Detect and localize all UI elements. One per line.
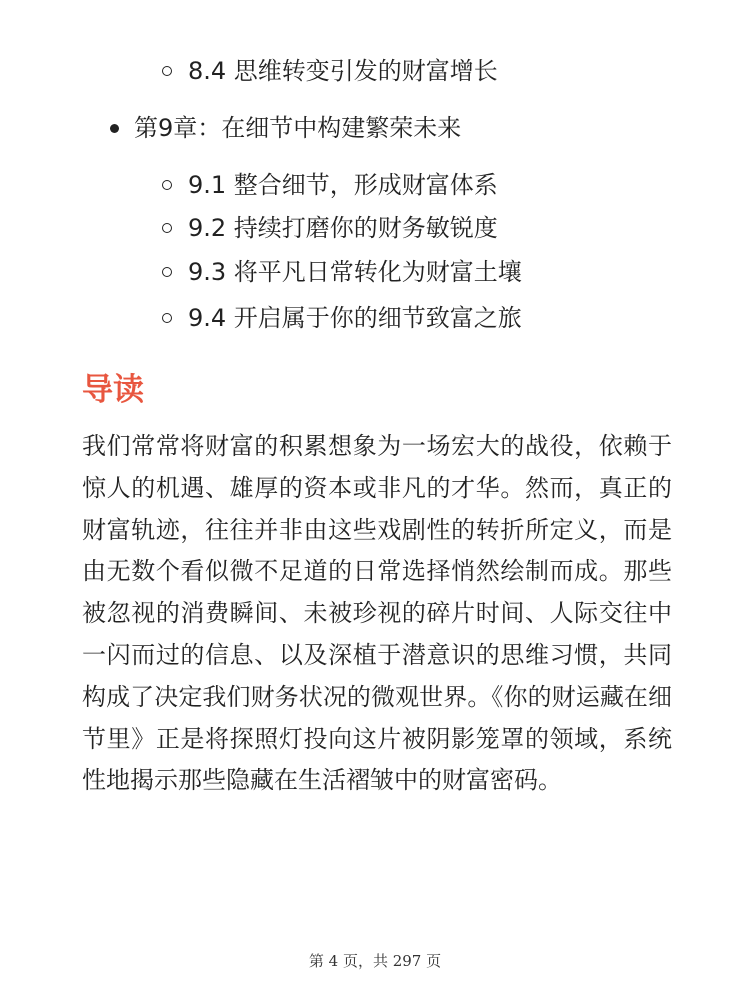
toc-item-9-2 <box>162 208 498 248</box>
disc-bullet-icon <box>110 124 119 133</box>
circle-bullet-icon <box>162 66 172 76</box>
section-heading: 导读 <box>82 372 144 408</box>
toc-item-8-4 <box>162 51 498 91</box>
circle-bullet-icon <box>162 313 172 323</box>
toc-item-label: 9.3 将平凡日常转化为财富土壤 <box>188 258 522 286</box>
toc-item-label: 9.4 开启属于你的细节致富之旅 <box>188 304 522 332</box>
toc-item-9-4 <box>162 298 522 338</box>
toc-item-label: 9.2 持续打磨你的财务敏锐度 <box>188 214 498 242</box>
circle-bullet-icon <box>162 267 172 277</box>
toc-item-9-3 <box>162 252 522 292</box>
toc-item-9-1 <box>162 165 498 205</box>
circle-bullet-icon <box>162 223 172 233</box>
intro-paragraph: 我们常常将财富的积累想象为一场宏大的战役，依赖于惊人的机遇、雄厚的资本或非凡的才华。然而，真正的财富轨迹，往往并非由这些戏剧性的转折所定义，而是由无数个看似微不足道的日常选择悄然绘制而成。那些被忽视的消费瞬间、未被珍视的碎片时间、人际交往中一闪而过的信息、以及深植于潜意识的思维习惯，共同构成了决定我们财务状况的微观世界。《你的财运藏在细节里》正是将探照灯投向这片被阴影笼罩的领域，系统性地揭示那些隐藏在生活褶皱中的财富密码。 <box>82 432 672 795</box>
toc-item-chapter-9 <box>110 108 461 148</box>
page-number-footer: 第 4 页，共 297 页 <box>308 952 442 970</box>
toc-item-label: 第9章：在细节中构建繁荣未来 <box>134 114 462 142</box>
toc-item-label: 8.4 思维转变引发的财富增长 <box>188 57 498 85</box>
toc-item-label: 9.1 整合细节，形成财富体系 <box>188 171 498 199</box>
circle-bullet-icon <box>162 180 172 190</box>
